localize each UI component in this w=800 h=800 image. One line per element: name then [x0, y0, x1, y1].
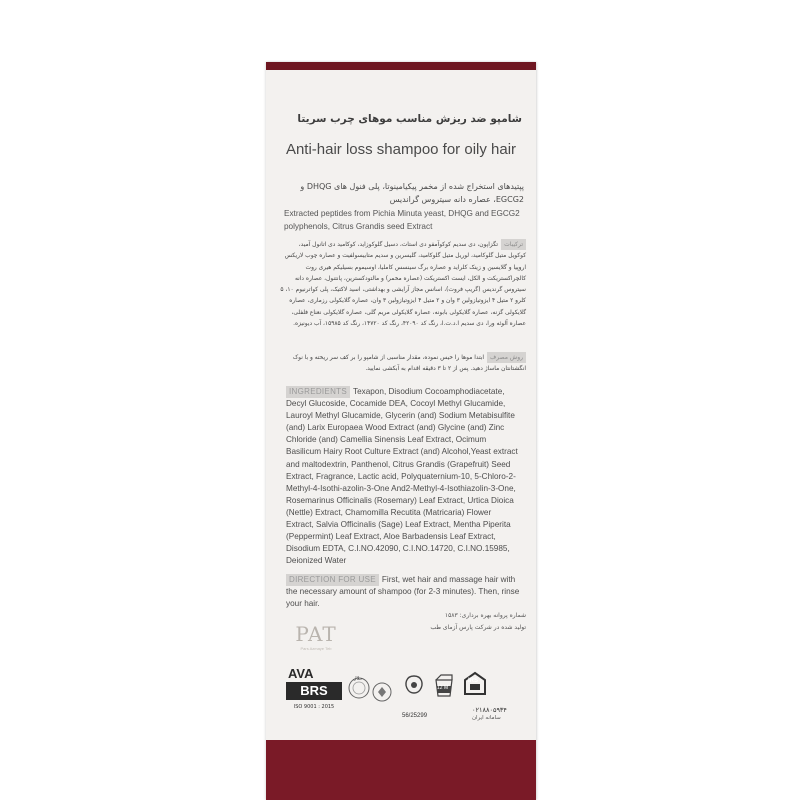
pat-logo-mark: PAT	[295, 622, 337, 646]
ingredients-english-tag: INGREDIENTS	[286, 386, 350, 398]
ingredients-english-section	[286, 386, 520, 567]
brs-logo	[284, 666, 344, 724]
description-english: Extracted peptides from Pichia Minuta yeast, DHQG and EGCG2 polyphenols, Citrus Grandis seed Extract	[284, 209, 520, 231]
brs-logo-text: BRS	[286, 682, 342, 700]
box-top-edge	[266, 62, 536, 70]
pat-logo	[286, 622, 346, 651]
title-persian: شامپو ضد ریزش مناسب موهای چرب سریتا	[297, 113, 522, 125]
ingredients-persian-text: تگزاپون، دی سدیم کوکوآمفو دی استات، دسیل گلوکوزاید، کوکامید دی اتانول آمید، کوکویل متیل گلوکامید، لوریل متیل گلوکامید، گلیسرین و سدیم متابیسولفیت و عصاره چوب لاریکس اروپیا و گلایسین و زینک کلراید و عصاره برگ سینسس کاملیا، اوسیموم بسیلیکم هیری روت کالچراکستریکت و الکل، ایست اکستریکت (عصاره مخمر) و مالتودکسترین، پانتنول، عصاره دانه سیتروس گرندیس (گریپ فروت)، اسانس مجاز آرایشی و بهداشتی، اسید لاکتیک، پلی کواترنیوم ۱۰، ۵ کلرو ۲ متیل ۴ ایزوتیازولین ۳ وان و ۲ متیل ۴ ایزوتیازولین ۳ وان، عصاره گلایکولی رزماری، عصاره گلایکولی گزنه، عصاره گلایکولی بابونه، عصاره گلایکولی مریم گلی، عصاره گلایکولی نعناع فلفلی، عصاره آلوئه ورا، دی سدیم ا.د.ت.ا، رنگ کد ۴۲۰۹۰، رنگ کد ۱۴۷۲۰، رنگ کد ۱۵۹۸۵، آب دیونیزه.	[280, 242, 526, 328]
ingredients-persian-tag: ترکیبات	[501, 239, 526, 250]
usage-persian-text: ابتدا موها را خیس نموده، مقدار مناسبی از شامپو را بر کف سر ریخته و با نوک انگشتانتان ماساژ دهید. پس از ۲ تا ۳ دقیقه اقدام به آبکشی نمایید.	[292, 355, 526, 373]
pao-text: 12 M	[437, 685, 449, 691]
certification-logos	[282, 666, 522, 730]
pat-logo-subtitle: Pars Azmaye Teb	[300, 646, 332, 651]
phone-number: ۰۲۱۸۸۰۵۹۳۴	[472, 706, 507, 714]
brs-logo-top: AVA	[288, 666, 314, 681]
direction-english-tag: DIRECTION FOR USE	[286, 574, 379, 586]
title-english: Anti-hair loss shampoo for oily hair	[285, 141, 517, 158]
license-info	[396, 610, 526, 634]
ingredients-english-text: Texapon, Disodium Cocoamphodiacetate, Decyl Glucoside, Cocamide DEA, Cocoyl Methyl Glucamide, Lauroyl Methyl Glucamide, Glycerin (and) Sodium Metabisulfite (and) Larix Europaea Wood Extract (and) Glycine (and) Zinc Chloride (and) Camellia Sinensis Leaf Extract, Ocimum Basilicum Hairy Root Culture Extract (and) Alcohol,Yeast extract and maltodextrin, Panthenol, Citrus Grandis (Grapefruit) Seed Extract, Fragrance, Lactic acid, Polyquaternium-10, 5-Chloro-2-Methyl-4-Isothi-azolin-3-One And2-Methyl-4-Isothiazolin-3-One, Rosemarinus Officinalis (Rosemary) Leaf Extract, Urtica Dioica (Nettle) Extract, Chamomilla Recutita (Matricaria) Flower Extract, Salvia Officinalis (Sage) Leaf Extract, Mentha Piperita (Peppermint) Leaf Extract, Aloe Barbadensis Leaf Extract, Disodium EDTA, C.I.NO.42090, C.I.NO.14720, C.I.NO.15985, Deionized Water	[286, 387, 518, 566]
phone-label: سامانه ایران	[472, 715, 501, 721]
irs-text: IRS	[468, 678, 479, 684]
standard-mark-icon	[402, 674, 426, 696]
certification-badges-icon	[348, 668, 394, 712]
ingredients-persian-section	[280, 239, 526, 330]
direction-english-text: First, wet hair and massage hair with the necessary amount of shampoo (for 2-3 minutes). Then, rinse your hair.	[286, 575, 520, 609]
manufacturer: تولید شده در شرکت پارس آزمای طب	[430, 624, 526, 631]
license-number: شماره پروانه بهره برداری: ۱۵۸۳	[444, 612, 526, 619]
direction-english-section	[286, 574, 520, 610]
iso-text: ISO 9001 : 2015	[293, 704, 335, 710]
usage-persian-tag: روش مصرف	[487, 352, 526, 363]
box-bottom-band	[266, 740, 536, 800]
registration-number: 56/25299	[402, 713, 428, 719]
description-persian: پپتیدهای استخراج شده از مخمر پیکیامینوتا، پلی فنول های DHQG و EGCG2، عصاره دانه سیتروس گراندیس	[300, 182, 524, 204]
usage-persian-section	[280, 352, 526, 376]
recycle-icon	[460, 670, 490, 700]
product-box	[266, 62, 536, 800]
halal-label: حلال	[353, 676, 363, 682]
